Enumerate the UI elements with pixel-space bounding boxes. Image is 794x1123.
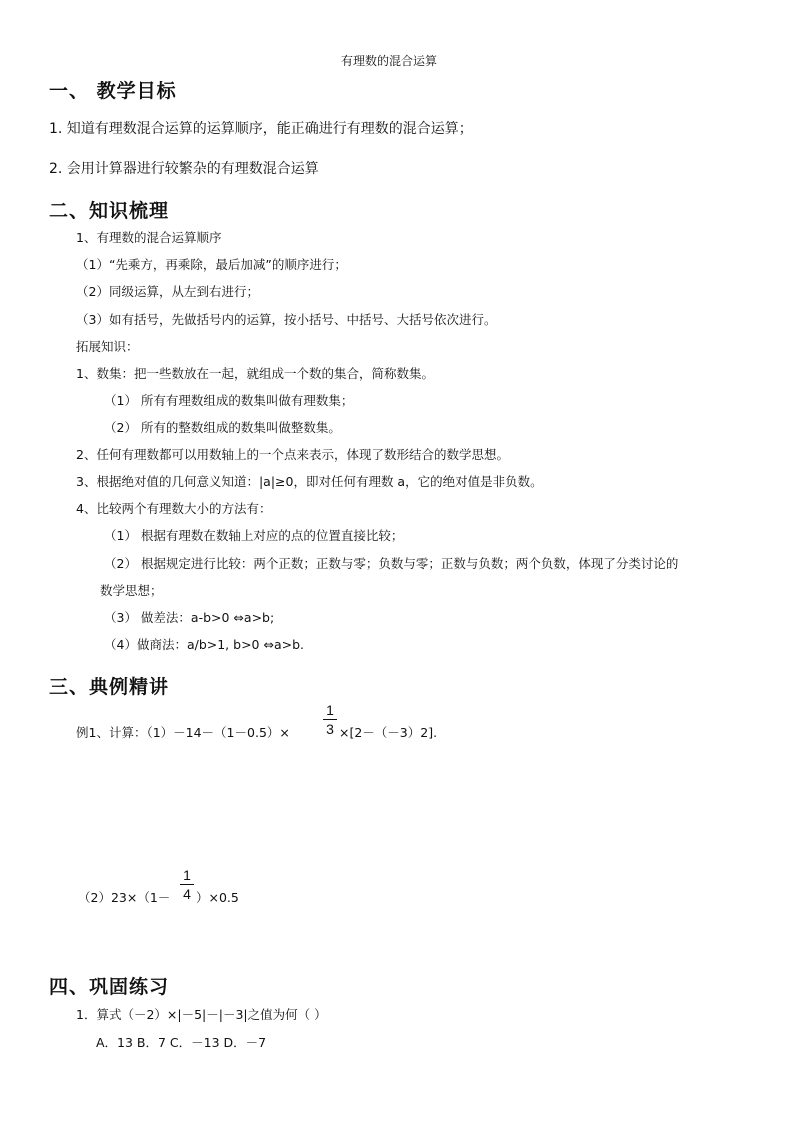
example-2-suffix: ）×0.5 <box>196 890 239 905</box>
example-2-prefix: （2）23×（1－ <box>78 890 171 905</box>
section-heading-examples: 三、典例精讲 <box>49 676 170 698</box>
knowledge-line: 数学思想； <box>100 583 163 598</box>
fraction-denominator: 3 <box>326 721 334 737</box>
knowledge-line: （1） 所有有理数组成的数集叫做有理数集； <box>104 393 354 408</box>
knowledge-line: 1、有理数的混合运算顺序 <box>76 230 222 245</box>
example-2-fraction <box>180 867 194 902</box>
knowledge-line: （3） 做差法：a-b>0 ⇔a>b; <box>104 610 275 625</box>
knowledge-line: 2、任何有理数都可以用数轴上的一个点来表示，体现了数形结合的数学思想。 <box>76 447 509 462</box>
fraction-numerator: 1 <box>183 867 191 883</box>
example-1-prefix: 例1、计算：（1）－14－（1－0.5）× <box>76 725 290 740</box>
section-heading-knowledge: 二、知识梳理 <box>49 200 170 222</box>
knowledge-line: （4）做商法：a/b>1, b>0 ⇔a>b. <box>104 637 304 652</box>
knowledge-line: （3）如有括号，先做括号内的运算，按小括号、中括号、大括号依次进行。 <box>76 312 497 327</box>
objective-item-2: 2. 会用计算器进行较繁杂的有理数混合运算 <box>49 161 319 177</box>
knowledge-line: 4、比较两个有理数大小的方法有： <box>76 501 272 516</box>
knowledge-line: （2） 根据规定进行比较：两个正数；正数与零；负数与零；正数与负数；两个负数，体现了分类讨论的 <box>104 556 679 571</box>
fraction-numerator: 1 <box>326 702 334 718</box>
knowledge-line: （2）同级运算，从左到右进行； <box>76 284 259 299</box>
document-title: 有理数的混合运算 <box>341 54 438 68</box>
knowledge-line: （1）“先乘方，再乘除，最后加减”的顺序进行； <box>76 257 347 272</box>
knowledge-line: 3、根据绝对值的几何意义知道：|a|≥0，即对任何有理数 a，它的绝对值是非负数。 <box>76 474 543 489</box>
fraction-denominator: 4 <box>183 886 191 902</box>
example-1-suffix: ×[2－（－3）2]. <box>339 725 438 740</box>
knowledge-line: 1、数集：把一些数放在一起，就组成一个数的集合，简称数集。 <box>76 366 434 381</box>
knowledge-line: （1） 根据有理数在数轴上对应的点的位置直接比较； <box>104 528 404 543</box>
example-1-fraction <box>323 702 337 737</box>
knowledge-line: 拓展知识： <box>76 339 139 354</box>
section-heading-practice: 四、巩固练习 <box>49 976 170 998</box>
practice-options: A．13 B．7 C．－13 D．－7 <box>96 1035 267 1050</box>
section-heading-objectives: 一、 教学目标 <box>49 80 177 102</box>
fraction-bar <box>323 719 337 720</box>
practice-question: 1．算式（－2）×|－5|－|－3|之值为何（ ） <box>76 1007 327 1022</box>
fraction-bar <box>180 884 194 885</box>
objective-item-1: 1. 知道有理数混合运算的运算顺序，能正确进行有理数的混合运算； <box>49 121 473 137</box>
knowledge-line: （2） 所有的整数组成的数集叫做整数集。 <box>104 420 341 435</box>
